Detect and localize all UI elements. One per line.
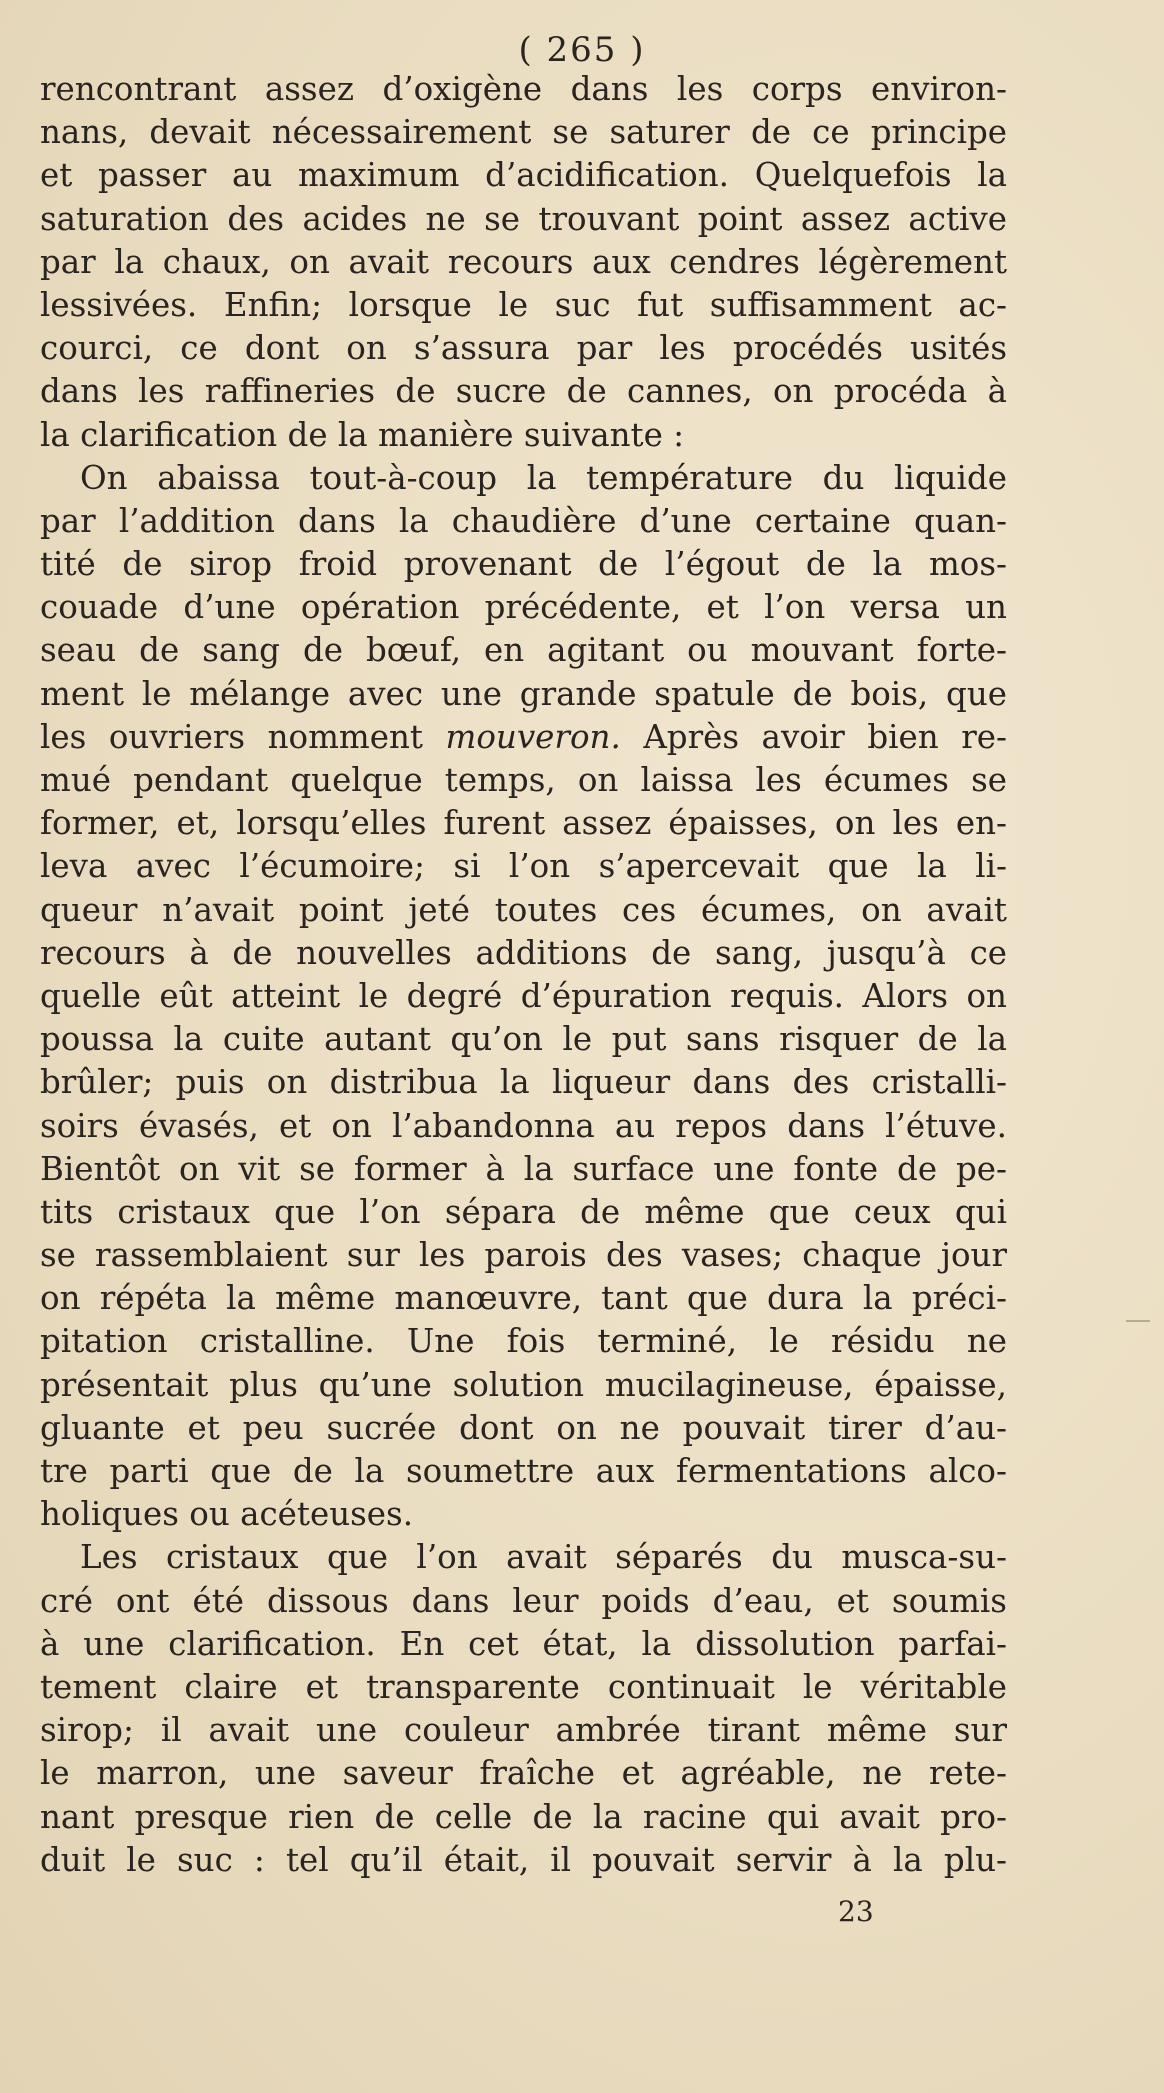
text-line: on répéta la même manœuvre, tant que dura la préci-	[40, 1279, 1007, 1318]
text-line: brûler; puis on distribua la liqueur dans des cristalli-	[40, 1063, 1007, 1102]
text-line: nans, devait nécessairement se saturer de ce principe	[40, 113, 1007, 152]
text-line: cré ont été dissous dans leur poids d’eau, et soumis	[40, 1581, 1007, 1620]
text-line: dans les raffineries de sucre de cannes, on procéda à	[40, 372, 1007, 411]
text-line: saturation des acides ne se trouvant point assez active	[40, 199, 1007, 238]
text-line: recours à de nouvelles additions de sang, jusqu’à ce	[40, 933, 1007, 972]
text-line: couade d’une opération précédente, et l’on versa un	[40, 588, 1007, 627]
text-line: le marron, une saveur fraîche et agréable, ne rete-	[40, 1754, 1007, 1793]
text-line: à une clarification. En cet état, la dissolution parfai-	[40, 1624, 1007, 1663]
text-line: sirop; il avait une couleur ambrée tirant même sur	[40, 1711, 1007, 1750]
text-line: tité de sirop froid provenant de l’égout de la mos-	[40, 545, 1007, 584]
text-line: On abaissa tout-à-coup la température du liquide	[80, 458, 1007, 497]
text-line: nant presque rien de celle de la racine qui avait pro-	[40, 1797, 1007, 1836]
text-line: tits cristaux que l’on sépara de même que ceux qui	[40, 1192, 1007, 1231]
text-line: former, et, lorsqu’elles furent assez épaisses, on les en-	[40, 804, 1007, 843]
text-line: queur n’avait point jeté toutes ces écumes, on avait	[40, 890, 1007, 929]
italic-term: mouveron.	[445, 717, 621, 756]
text-line: et passer au maximum d’acidification. Quelquefois la	[40, 156, 1007, 195]
text-line: holiques ou acéteuses.	[40, 1495, 414, 1534]
text-line: pitation cristalline. Une fois terminé, le résidu ne	[40, 1322, 1007, 1361]
signature-mark: 23	[838, 1895, 874, 1928]
text-line: se rassemblaient sur les parois des vases; chaque jour	[40, 1236, 1007, 1275]
margin-ink-mark	[1126, 1320, 1150, 1322]
text-line: duit le suc : tel qu’il était, il pouvait servir à la plu-	[40, 1840, 1007, 1879]
text-line: ment le mélange avec une grande spatule de bois, que	[40, 674, 1007, 713]
text-line: gluante et peu sucrée dont on ne pouvait tirer d’au-	[40, 1408, 1007, 1447]
text-line: quelle eût atteint le degré d’épuration requis. Alors on	[40, 976, 1007, 1015]
text-line: courci, ce dont on s’assura par les procédés usités	[40, 329, 1007, 368]
text-line: soirs évasés, et on l’abandonna au repos dans l’étuve.	[40, 1106, 1007, 1145]
text-line: la clarification de la manière suivante :	[40, 415, 685, 454]
text-line: seau de sang de bœuf, en agitant ou mouvant forte-	[40, 631, 1007, 670]
body-text	[40, 68, 1007, 1882]
text-line: les ouvriers nomment mouveron. Après avoir bien re-	[40, 717, 1007, 756]
text-line: présentait plus qu’une solution mucilagineuse, épaisse,	[40, 1365, 1007, 1404]
text-line: par la chaux, on avait recours aux cendres légèrement	[40, 242, 1007, 281]
text-line: tement claire et transparente continuait le véritable	[40, 1667, 1007, 1706]
text-line: par l’addition dans la chaudière d’une certaine quan-	[40, 501, 1007, 540]
text-line: poussa la cuite autant qu’on le put sans risquer de la	[40, 1020, 1007, 1059]
text-line: Bientôt on vit se former à la surface une fonte de pe-	[40, 1149, 1007, 1188]
text-line: lessivées. Enfin; lorsque le suc fut suffisamment ac-	[40, 285, 1007, 324]
page-number: ( 265 )	[518, 30, 646, 70]
text-line: rencontrant assez d’oxigène dans les corps environ-	[40, 70, 1007, 108]
text-line: leva avec l’écumoire; si l’on s’apercevait que la li-	[40, 847, 1007, 886]
text-line: mué pendant quelque temps, on laissa les écumes se	[40, 761, 1007, 799]
text-line: Les cristaux que l’on avait séparés du musca-su-	[80, 1538, 1007, 1577]
text-line: tre parti que de la soumettre aux fermentations alco-	[40, 1452, 1007, 1490]
